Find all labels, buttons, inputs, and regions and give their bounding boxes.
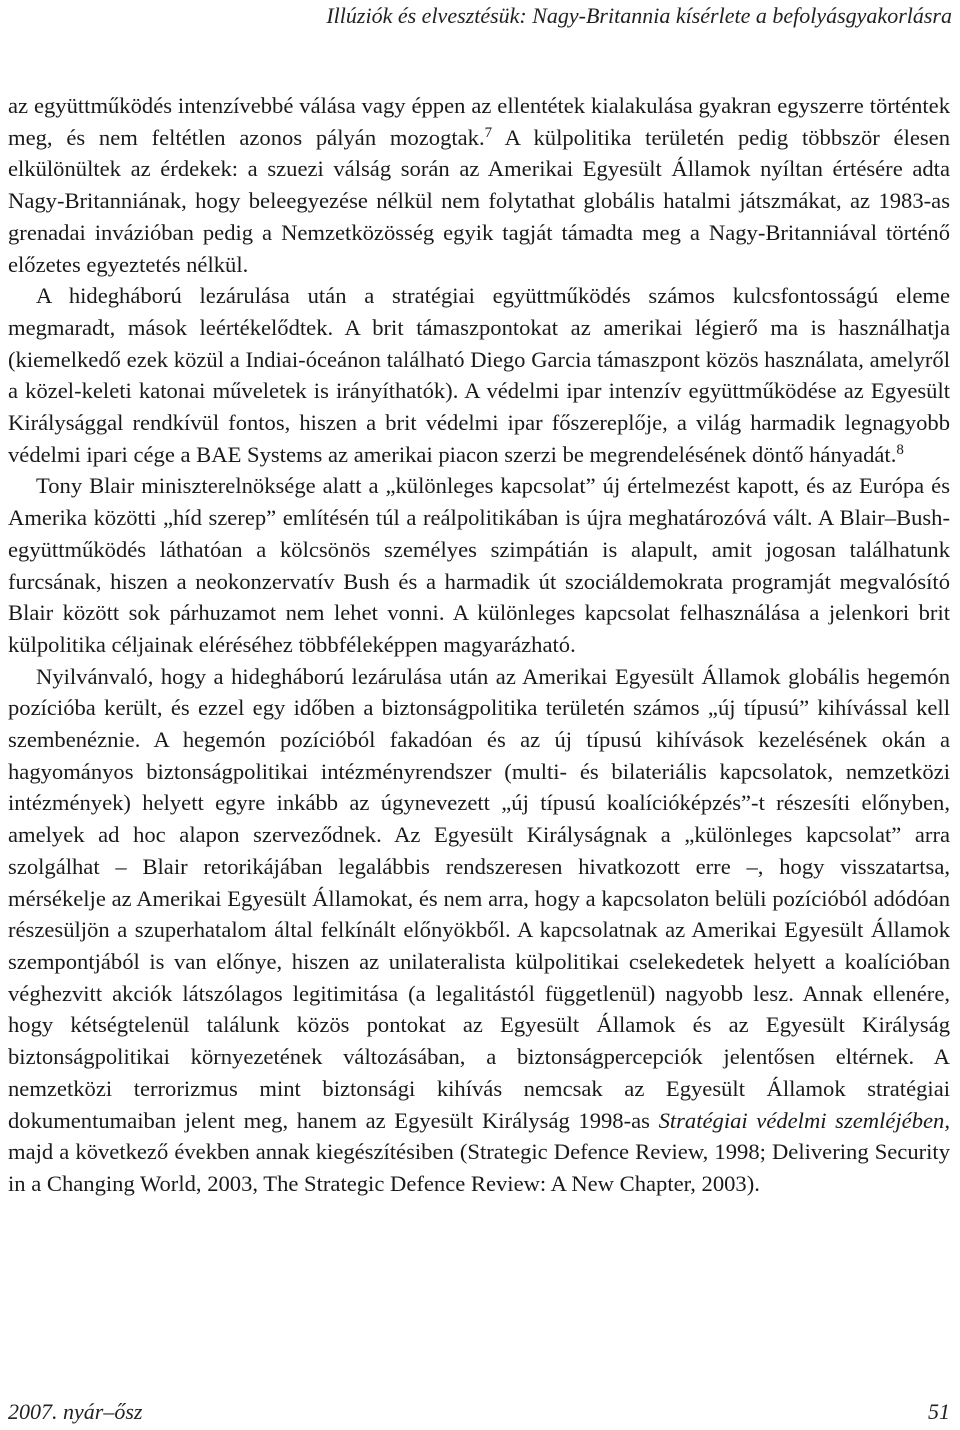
running-head: Illúziók és elvesztésük: Nagy-Britannia kísérlete a befolyásgyakorlásra (326, 3, 952, 28)
paragraph-text: majd a következő években annak kiegészítésiben (Strategic Defence Review, 1998; Delivering Security in a Changing World, 2003, The Strategic Defence Review: A New Chapter, 2003). (8, 1139, 950, 1196)
paragraph-3 (8, 470, 950, 660)
article-body (8, 90, 950, 1200)
paragraph-text: az együttműködés intenzívebbé válása vagy éppen az ellentétek kialakulása gyakran egyszerre történtek meg, és nem feltétlen azonos pályán mozogtak. (8, 93, 950, 150)
issue-date: 2007. nyár–ősz (8, 1399, 143, 1424)
paragraph-text: Tony Blair miniszterelnöksége alatt a „különleges kapcsolat” új értelmezést kapott, és az Európa és Amerika közötti „híd szerep” említésén túl a reálpolitikában is újra meghatározóvá vált. A Blair–Bush-együttműködés láthatóan a kölcsönös személyes szimpátián is alapult, amit jogosan találhatunk furcsának, hiszen a neokonzervatív Bush és a harmadik út szociáldemokrata programját megvalósító Blair között sok párhuzamot nem lehet vonni. A különleges kapcsolat felhasználása a jelenkori brit külpolitika céljainak eléréséhez többféleképpen magyarázható. (8, 473, 950, 657)
paragraph-2 (8, 280, 950, 470)
italic-title: Stratégiai védelmi szemléjében, (658, 1107, 950, 1133)
footnote-ref[interactable]: 8 (896, 441, 904, 458)
page-number: 51 (928, 1399, 950, 1424)
paragraph-1 (8, 90, 950, 280)
paragraph-text: Nyilvánvaló, hogy a hidegháború lezárulása után az Amerikai Egyesült Államok globális hegemón pozícióba került, és ezzel egy időben a biztonságpolitika területén számos „új típusú” kihívással kell szembenéznie. A hegemón pozícióból fakadóan és az új típusú kihívások kezelésének okán a hagyományos biztonságpolitikai intézményrendszer (multi- és bilateriális kapcsolatok, nemzetközi intézmények) helyett egyre inkább az úgynevezett „új típusú koalícióképzés”-t részesíti előnyben, amelyek ad hoc alapon szerveződnek. Az Egyesült Királyságnak a „különleges kapcsolat” arra szolgálhat – Blair retorikájában legalábbis rendszeresen hivatkozott erre –, hogy visszatartsa, mérsékelje az Amerikai Egyesült Államokat, és nem arra, hogy a kapcsolaton belüli pozícióból adódóan részesüljön a szuperhatalom által felkínált előnyökből. A kapcsolatnak az Amerikai Egyesült Államok szempontjából is van előnye, hiszen az unilateralista külpolitikai cselekedetek helyett a koalícióban véghezvitt akciók látszólagos legitimitása (a legalitástól függetlenül) nagyobb lesz. Annak ellenére, hogy kétségtelenül találunk közös pontokat az Egyesült Államok és az Egyesült Királyság biztonságpolitikai környezetének változásában, a biztonságpercepciók jelentősen eltérnek. A nemzetközi terrorizmus mint biztonsági kihívás nemcsak az Egyesült Államok stratégiai dokumentumaiban jelent meg, hanem az Egyesült Királyság 1998-as (8, 663, 950, 1133)
paragraph-text: A hidegháború lezárulása után a stratégiai együttműködés számos kulcsfontosságú eleme megmaradt, mások leértékelődtek. A brit támaszpontokat az amerikai légierő ma is használhatja (kiemelkedő ezek közül a Indiai-óceánon található Diego Garcia támaszpont közös használata, amelyről a közel-keleti katonai műveletek is irányíthatók). A védelmi ipar intenzív együttműködése az Egyesült Királysággal rendkívül fontos, hiszen a brit védelmi ipar főszereplője, a világ harmadik legnagyobb védelmi ipari cége a BAE Systems az amerikai piacon szerzi be megrendelésének döntő hányadát. (8, 283, 950, 467)
paragraph-4 (8, 661, 950, 1200)
paragraph-text: A külpolitika területén pedig többször élesen elkülönültek az érdekek: a szuezi válság során az Amerikai Egyesült Államok nyíltan értésére adta Nagy-Britanniának, hogy beleegyezése nélkül nem folytathat globális hatalmi játszmákat, az 1983-as grenadai invázióban pedig a Nemzetközösség egyik tagját támadta meg a Nagy-Britanniával történő előzetes egyeztetés nélkül. (8, 124, 950, 277)
footnote-ref[interactable]: 7 (484, 124, 493, 141)
